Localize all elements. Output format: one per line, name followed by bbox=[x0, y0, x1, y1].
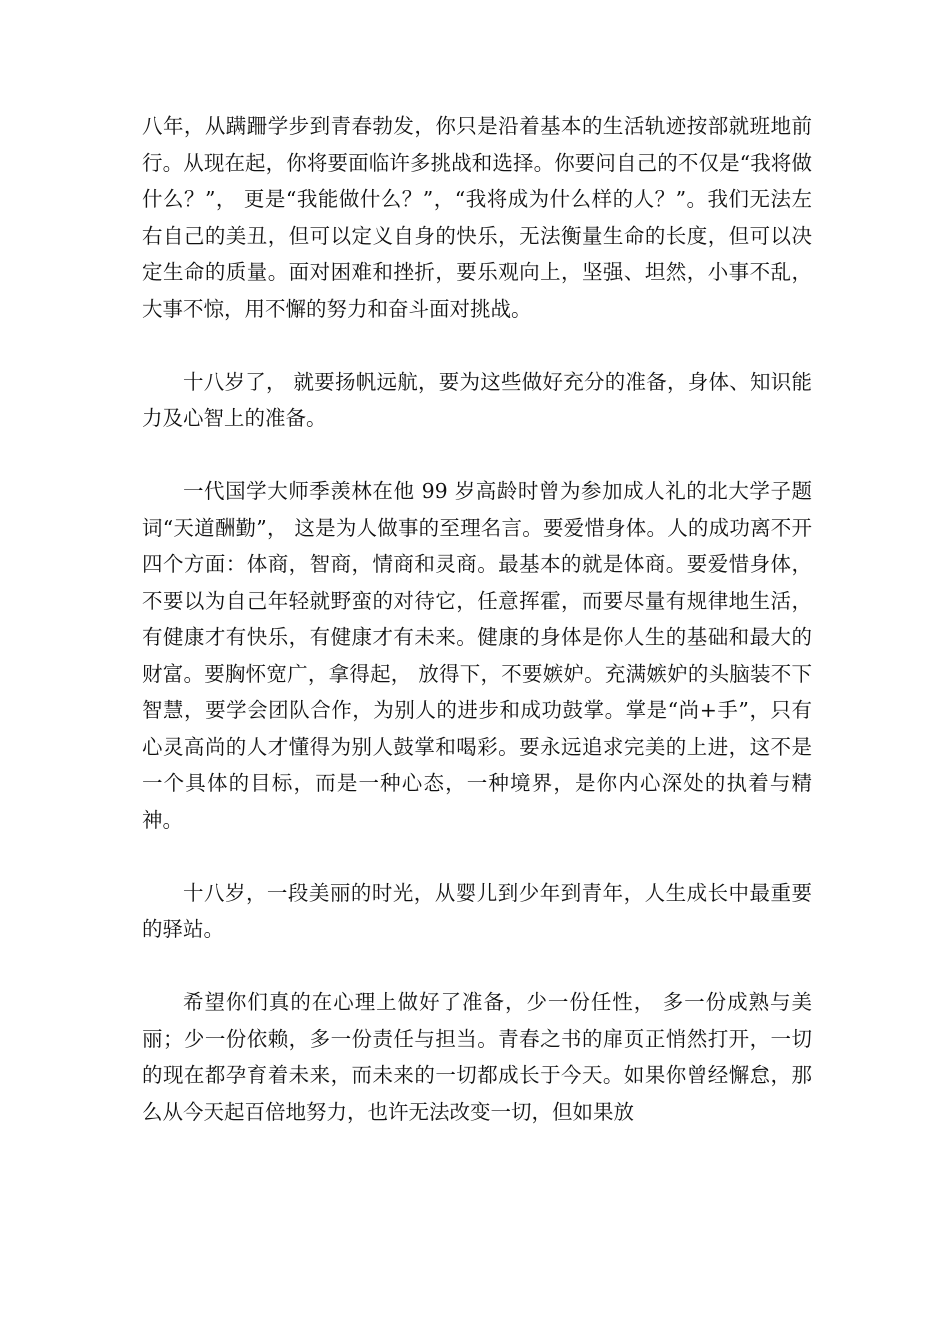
paragraph-3: 一代国学大师季羡林在他 99 岁高龄时曾为参加成人礼的北大学子题词“天道酬勤”， 这是为人做事的至理名言。要爱惜身体。人的成功离不开四个方面：体商，智商，情商和灵商。最基本的就是体商。要爱惜身体，不要以为自己年轻就野蛮的对待它，任意挥霍，而要尽量有规律地生活，有健康才有快乐，有健康才有未来。健康的身体是你人生的基础和最大的财富。要胸怀宽广，拿得起， 放得下，不要嫉妒。充满嫉妒的头脑装不下智慧，要学会团队合作，为别人的进步和成功鼓掌。掌是“尚+手”，只有心灵高尚的人才懂得为别人鼓掌和喝彩。要永远追求完美的上进，这不是一个具体的目标，而是一种心态，一种境界，是你内心深处的执着与精神。 bbox=[142, 479, 812, 832]
document-body bbox=[142, 108, 812, 1167]
paragraph-1: 八年，从蹒跚学步到青春勃发，你只是沿着基本的生活轨迹按部就班地前行。从现在起，你将要面临许多挑战和选择。你要问自己的不仅是“我将做什么？”， 更是“我能做什么？”，“我将成为什么样的人？”。我们无法左右自己的美丑，但可以定义自身的快乐，无法衡量生命的长度，但可以决定生命的质量。面对困难和挫折，要乐观向上，坚强、坦然，小事不乱，大事不惊，用不懈的努力和奋斗面对挑战。 bbox=[142, 114, 812, 321]
paragraph-4: 十八岁，一段美丽的时光，从婴儿到少年到青年，人生成长中最重要的驿站。 bbox=[142, 880, 812, 941]
paragraph-2: 十八岁了， 就要扬帆远航，要为这些做好充分的准备，身体、知识能力及心智上的准备。 bbox=[142, 369, 812, 430]
paragraph-5: 希望你们真的在心理上做好了准备，少一份任性， 多一份成熟与美丽；少一份依赖，多一份责任与担当。青春之书的扉页正悄然打开，一切的现在都孕育着未来，而未来的一切都成长于今天。如果你曾经懈怠，那么从今天起百倍地努力，也许无法改变一切，但如果放 bbox=[142, 990, 812, 1124]
